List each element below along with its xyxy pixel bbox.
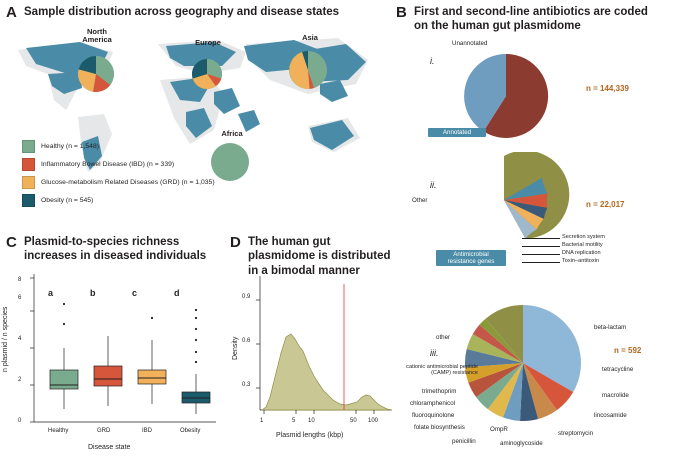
panel-b-letter: B [396, 4, 407, 21]
legend-item-grd [22, 176, 215, 189]
label-macrolide: macrolide [602, 392, 629, 399]
panel-d-ylabel: Density [232, 336, 239, 360]
ytick-0: 0 [18, 418, 22, 424]
xtick-1: 1 [260, 418, 264, 424]
group-letter-a: a [48, 288, 54, 298]
pie-amr-classes [448, 288, 598, 438]
ytick-2: 2 [18, 377, 22, 383]
xtick-5: 5 [292, 418, 296, 424]
panel-c-ylabel: n plasmid / n species [2, 306, 9, 372]
group-letter-b: b [90, 288, 96, 298]
leader-motility [522, 246, 560, 247]
label-aminoglycoside: aminoglycoside [500, 440, 543, 447]
badge-annotated: Annotated [428, 128, 486, 137]
label-ompr: OmpR [490, 426, 508, 433]
panel-a-title: Sample distribution across geography and disease states [24, 6, 340, 18]
pie-africa [211, 143, 249, 181]
ytick-4: 4 [18, 336, 22, 342]
map-label-africa: Africa [221, 129, 243, 138]
xtick-10: 10 [308, 418, 315, 424]
ytick-03: 0.3 [242, 382, 251, 388]
label-penicillin: penicillin [452, 438, 476, 445]
map-label-north-america: North America [82, 27, 112, 45]
label-lincosamide: lincosamide [594, 412, 627, 419]
n-label-iii: n = 592 [614, 346, 642, 355]
xtick-50: 50 [350, 418, 357, 424]
map-label-asia: Asia [302, 33, 318, 42]
xtick-grd: GRD [97, 428, 111, 434]
leader-secretion [522, 238, 560, 239]
n-label-i: n = 144,339 [586, 84, 629, 93]
label-secretion-system: Secretion system [562, 234, 605, 240]
panel-c-letter: C [6, 234, 17, 251]
panel-d-title: The human gut plasmidome is distributed in a bimodal manner [248, 236, 391, 277]
legend-swatch-healthy [22, 140, 35, 153]
badge-amr-genes: Antimicrobial resistance genes [436, 250, 506, 266]
box-grd [94, 336, 122, 406]
legend-swatch-obesity [22, 194, 35, 207]
legend-label-healthy: Healthy (n = 1,548) [41, 143, 99, 150]
legend-swatch-grd [22, 176, 35, 189]
leader-toxin-antitoxin [522, 262, 560, 263]
label-fluoroquinolone: fluoroquinolone [412, 412, 455, 419]
label-dna-replication: DNA replication [562, 250, 601, 256]
label-other-amr: other [436, 334, 451, 341]
map-label-europe: Europe [195, 38, 221, 47]
box-ibd [138, 317, 166, 404]
ytick-06: 0.6 [242, 338, 251, 344]
pie-europe [192, 59, 222, 89]
box-obesity [182, 309, 210, 414]
ytick-6: 6 [18, 295, 22, 301]
label-beta-lactam: beta-lactam [594, 324, 627, 331]
xtick-ibd: IBD [142, 428, 153, 434]
panel-d-letter: D [230, 234, 241, 251]
leader-dna-replication [522, 254, 560, 255]
legend-label-grd: Glucose-metabolism Related Diseases (GRD) (n = 1,035) [41, 179, 215, 186]
panel-b-title: First and second-line antibiotics are coded on the human gut plasmidome [414, 6, 648, 33]
panel-a-letter: A [6, 4, 17, 21]
label-chloramphenicol: chloramphenicol [410, 400, 456, 407]
disease-legend [22, 140, 215, 212]
ytick-09: 0.9 [242, 294, 251, 300]
panel-a [0, 0, 390, 240]
label-tetracycline: tetracycline [602, 366, 634, 373]
legend-label-obesity: Obesity (n = 545) [41, 197, 94, 204]
label-streptomycin: streptomycin [558, 430, 594, 437]
panel-b [390, 0, 685, 466]
label-camp-resistance: cationic antimicrobial peptide (CAMP) resistance [406, 364, 478, 377]
label-unannotated: Unannotated [452, 40, 488, 47]
group-letter-d: d [174, 288, 180, 298]
label-trimethoprim: trimethoprim [422, 388, 457, 395]
box-healthy [50, 303, 78, 409]
boxplot-svg [28, 274, 218, 428]
panel-b-i-roman: i. [430, 56, 435, 66]
label-other-functional: Other [412, 197, 428, 204]
n-label-ii: n = 22,017 [586, 200, 625, 209]
label-folate-biosynthesis: folate biosynthesis [414, 424, 465, 431]
panel-d-xlabel: Plasmid lengths (kbp) [276, 432, 344, 439]
legend-swatch-ibd [22, 158, 35, 171]
legend-item-obesity [22, 194, 215, 207]
panel-b-iii-roman: iii. [430, 348, 439, 358]
panel-c-title: Plasmid-to-species richness increases in diseased individuals [24, 236, 207, 263]
density-plot-svg [256, 276, 394, 422]
xtick-healthy: Healthy [48, 428, 69, 434]
pie-annotation [436, 52, 576, 140]
ytick-8: 8 [18, 277, 22, 283]
label-toxin-antitoxin: Toxin–antitoxin [562, 258, 600, 264]
pie-functional-categories [442, 152, 572, 252]
density-area [262, 334, 392, 410]
xtick-100: 100 [368, 418, 379, 424]
legend-label-ibd: Inflammatory Bowel Disease (IBD) (n = 339) [41, 161, 175, 168]
panel-b-ii-roman: ii. [430, 180, 437, 190]
legend-item-ibd [22, 158, 215, 171]
pie-asia [289, 51, 327, 89]
group-letter-c: c [132, 288, 138, 298]
xtick-obesity: Obesity [180, 428, 201, 434]
panel-c-xlabel: Disease state [88, 444, 131, 451]
panel-c [0, 232, 225, 466]
pie-north-america [78, 56, 114, 92]
legend-item-healthy [22, 140, 215, 153]
panel-d [228, 232, 398, 466]
label-bacterial-motility: Bacterial motility [562, 242, 603, 248]
